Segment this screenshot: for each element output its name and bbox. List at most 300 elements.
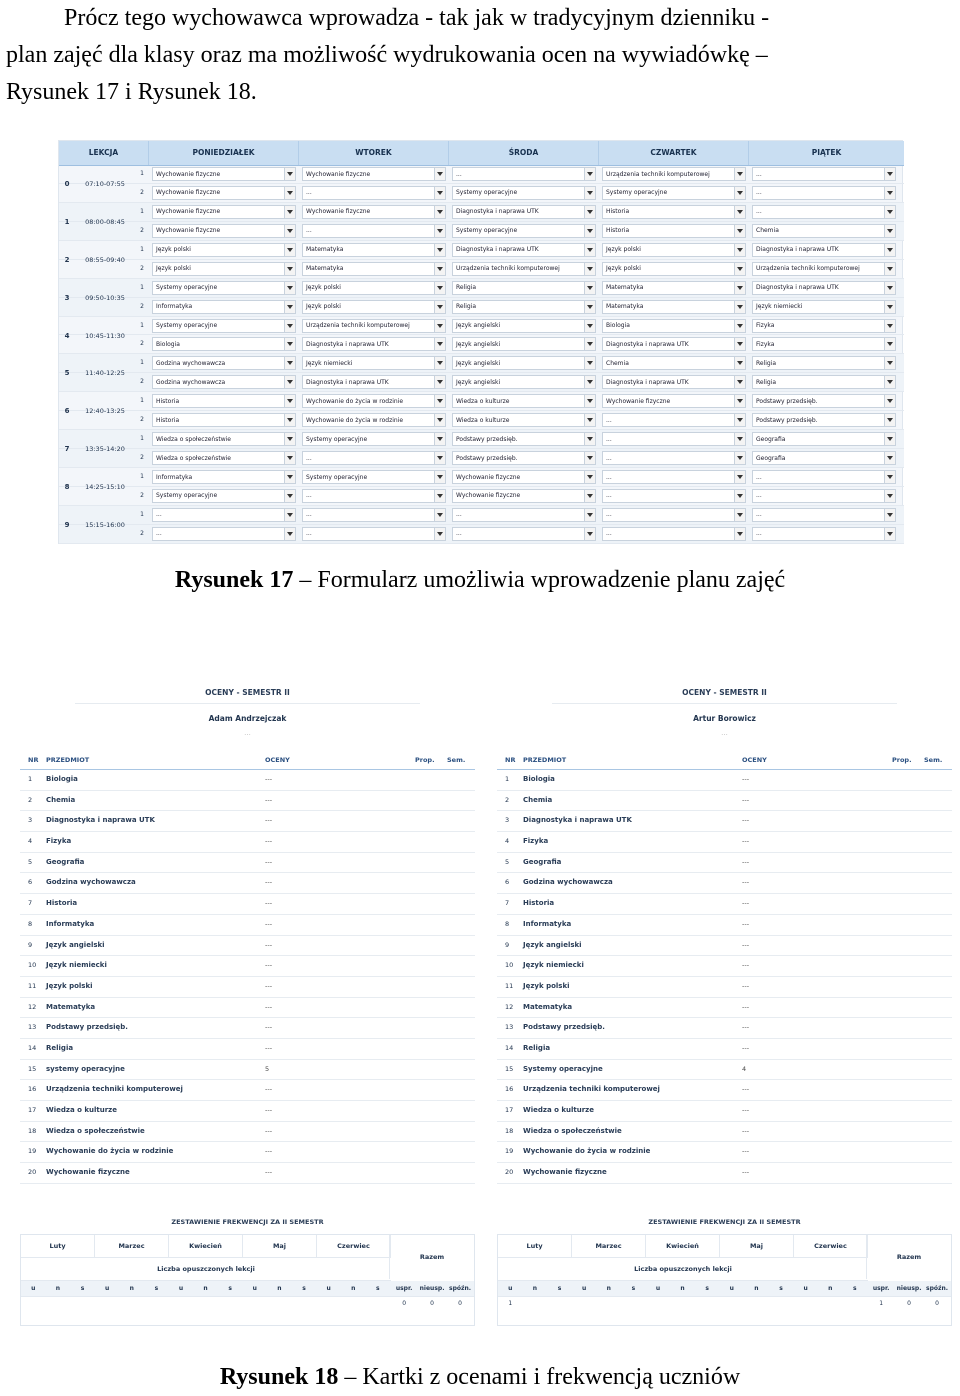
subject-select[interactable] — [302, 527, 446, 541]
chevron-down-icon[interactable] — [734, 357, 745, 369]
subject-name: Matematyka — [46, 1002, 96, 1011]
subject-select[interactable] — [152, 394, 296, 408]
chevron-down-icon[interactable] — [884, 320, 895, 332]
subject-select[interactable] — [452, 394, 596, 408]
chevron-down-icon[interactable] — [284, 168, 295, 180]
lesson-number: 2 — [64, 255, 70, 264]
subject-select[interactable] — [152, 356, 296, 370]
grades-value: --- — [742, 961, 750, 970]
select-value: Urządzenia techniki komputerowej — [756, 265, 860, 273]
subject-select[interactable] — [452, 432, 596, 446]
subject-select[interactable] — [602, 205, 746, 219]
subject-select[interactable] — [752, 375, 896, 389]
attendance-value — [70, 1297, 95, 1311]
student-name: Adam Andrzejczak — [208, 714, 287, 723]
letter-header: spóźn. — [449, 1285, 472, 1292]
subject-select[interactable] — [302, 281, 446, 295]
subject-select[interactable] — [452, 508, 596, 522]
chevron-down-icon[interactable] — [584, 414, 595, 426]
subject-select[interactable] — [752, 337, 896, 351]
chevron-down-icon[interactable] — [284, 244, 295, 256]
grades-list — [497, 770, 952, 1184]
day-cell — [599, 487, 749, 505]
grades-value: --- — [742, 940, 750, 949]
subject-select[interactable] — [452, 413, 596, 427]
grade-row — [20, 977, 475, 998]
chevron-down-icon[interactable] — [434, 528, 445, 540]
subject-select[interactable] — [752, 489, 896, 503]
select-value: Diagnostyka i naprawa UTK — [606, 340, 689, 348]
attendance-value — [292, 1297, 317, 1311]
chevron-down-icon[interactable] — [434, 471, 445, 483]
subject-select[interactable] — [752, 413, 896, 427]
chevron-down-icon[interactable] — [434, 395, 445, 407]
chevron-down-icon[interactable] — [884, 395, 895, 407]
subject-select[interactable] — [752, 319, 896, 333]
day-cell — [749, 449, 899, 467]
chevron-down-icon[interactable] — [884, 225, 895, 237]
chevron-down-icon[interactable] — [884, 509, 895, 521]
subject-select[interactable] — [302, 489, 446, 503]
subject-select[interactable] — [602, 243, 746, 257]
subject-select[interactable] — [302, 356, 446, 370]
sub-lesson-number: 1 — [140, 359, 144, 367]
subject-select[interactable] — [152, 224, 296, 238]
chevron-down-icon[interactable] — [884, 433, 895, 445]
chevron-down-icon[interactable] — [734, 225, 745, 237]
chevron-down-icon[interactable] — [734, 282, 745, 294]
attendance-title: ZESTAWIENIE FREKWENCJI ZA II SEMESTR — [171, 1218, 324, 1226]
subject-select[interactable] — [152, 186, 296, 200]
subject-select[interactable] — [602, 319, 746, 333]
chevron-down-icon[interactable] — [434, 320, 445, 332]
subject-select[interactable] — [452, 186, 596, 200]
chevron-down-icon[interactable] — [584, 244, 595, 256]
grade-row — [497, 894, 952, 915]
subject-select[interactable] — [452, 375, 596, 389]
row-number: 9 — [505, 940, 510, 949]
subject-name: Podstawy przedsięb. — [46, 1023, 128, 1032]
attendance-value: 0 — [402, 1300, 407, 1307]
subject-select[interactable] — [302, 167, 446, 181]
day-cell — [299, 317, 449, 335]
chevron-down-icon[interactable] — [284, 320, 295, 332]
chevron-down-icon[interactable] — [584, 490, 595, 502]
chevron-down-icon[interactable] — [734, 452, 745, 464]
select-value: ... — [306, 492, 312, 500]
chevron-down-icon[interactable] — [584, 376, 595, 388]
select-value: Język niemiecki — [306, 359, 353, 367]
subject-select[interactable] — [602, 300, 746, 314]
subject-select[interactable] — [752, 508, 896, 522]
day-cell — [149, 354, 299, 372]
subject-select[interactable] — [752, 451, 896, 465]
subject-select[interactable] — [452, 319, 596, 333]
chevron-down-icon[interactable] — [734, 168, 745, 180]
attendance-value — [695, 1297, 720, 1311]
subject-select[interactable] — [602, 224, 746, 238]
subject-select[interactable] — [302, 186, 446, 200]
chevron-down-icon[interactable] — [584, 263, 595, 275]
attendance-value — [218, 1297, 243, 1311]
subject-select[interactable] — [602, 451, 746, 465]
chevron-down-icon[interactable] — [284, 206, 295, 218]
row-number: 6 — [28, 878, 33, 887]
timetable-row — [59, 430, 904, 449]
subject-select[interactable] — [452, 224, 596, 238]
chevron-down-icon[interactable] — [884, 301, 895, 313]
subject-select[interactable] — [152, 319, 296, 333]
chevron-down-icon[interactable] — [884, 528, 895, 540]
chevron-down-icon[interactable] — [734, 244, 745, 256]
subject-select[interactable] — [602, 527, 746, 541]
subject-select[interactable] — [452, 205, 596, 219]
chevron-down-icon[interactable] — [884, 263, 895, 275]
attendance-value — [843, 1297, 868, 1311]
chevron-down-icon[interactable] — [434, 376, 445, 388]
subject-name: Geografia — [523, 857, 562, 866]
chevron-down-icon[interactable] — [584, 206, 595, 218]
grades-value: --- — [742, 837, 750, 846]
subject-select[interactable] — [602, 262, 746, 276]
attendance-value — [670, 1297, 695, 1311]
row-number: 1 — [505, 775, 510, 783]
day-cell — [149, 317, 299, 335]
subject-select[interactable] — [752, 356, 896, 370]
month-header: Kwiecień — [169, 1235, 243, 1257]
subject-select[interactable] — [452, 167, 596, 181]
select-value: ... — [756, 530, 762, 538]
chevron-down-icon[interactable] — [284, 187, 295, 199]
chevron-down-icon[interactable] — [584, 301, 595, 313]
chevron-down-icon[interactable] — [734, 528, 745, 540]
col-prop: Prop. — [892, 756, 912, 764]
subject-select[interactable] — [152, 337, 296, 351]
subject-name: Systemy operacyjne — [523, 1064, 603, 1073]
subject-select[interactable] — [152, 281, 296, 295]
chevron-down-icon[interactable] — [884, 244, 895, 256]
chevron-down-icon[interactable] — [734, 376, 745, 388]
grade-row — [20, 1163, 475, 1184]
subject-select[interactable] — [452, 489, 596, 503]
chevron-down-icon[interactable] — [584, 320, 595, 332]
subject-select[interactable] — [602, 337, 746, 351]
subject-name: Urządzenia techniki komputerowej — [523, 1085, 660, 1094]
letter-header: s — [779, 1285, 783, 1292]
subject-select[interactable] — [602, 167, 746, 181]
select-value: Religia — [456, 284, 477, 292]
day-cell — [449, 430, 599, 448]
chevron-down-icon[interactable] — [884, 282, 895, 294]
months-row — [21, 1235, 391, 1258]
subject-select[interactable] — [452, 527, 596, 541]
subject-select[interactable] — [452, 451, 596, 465]
select-value: ... — [756, 511, 762, 519]
month-header: Czerwiec — [794, 1235, 868, 1257]
chevron-down-icon[interactable] — [284, 282, 295, 294]
timetable-row — [59, 525, 904, 544]
subject-select[interactable] — [602, 186, 746, 200]
subject-select[interactable] — [152, 243, 296, 257]
subject-select[interactable] — [302, 319, 446, 333]
chevron-down-icon[interactable] — [434, 282, 445, 294]
subject-select[interactable] — [152, 262, 296, 276]
select-value: Wychowanie do życia w rodzinie — [306, 397, 404, 405]
chevron-down-icon[interactable] — [434, 509, 445, 521]
day-cell — [749, 335, 899, 353]
chevron-down-icon[interactable] — [284, 528, 295, 540]
subject-select[interactable] — [752, 432, 896, 446]
subject-select[interactable] — [302, 300, 446, 314]
chevron-down-icon[interactable] — [434, 414, 445, 426]
chevron-down-icon[interactable] — [284, 301, 295, 313]
chevron-down-icon[interactable] — [434, 452, 445, 464]
chevron-down-icon[interactable] — [584, 471, 595, 483]
subject-select[interactable] — [152, 508, 296, 522]
subject-select[interactable] — [752, 527, 896, 541]
row-number: 15 — [505, 1064, 514, 1073]
chevron-down-icon[interactable] — [284, 338, 295, 350]
subject-select[interactable] — [302, 243, 446, 257]
chevron-down-icon[interactable] — [584, 357, 595, 369]
col-prop: Prop. — [415, 756, 435, 764]
grades-value: --- — [265, 1023, 273, 1032]
lesson-number: 6 — [64, 407, 70, 416]
attendance-value — [316, 1297, 341, 1311]
subject-select[interactable] — [152, 300, 296, 314]
select-value: Matematyka — [306, 265, 344, 273]
subject-select[interactable] — [602, 356, 746, 370]
chevron-down-icon[interactable] — [584, 225, 595, 237]
subject-select[interactable] — [602, 508, 746, 522]
select-value: Język angielski — [456, 359, 501, 367]
chevron-down-icon[interactable] — [734, 187, 745, 199]
chevron-down-icon[interactable] — [584, 338, 595, 350]
sub-lesson-number: 2 — [140, 340, 144, 348]
attendance-value — [144, 1297, 169, 1311]
select-value: ... — [606, 530, 612, 538]
chevron-down-icon[interactable] — [584, 168, 595, 180]
chevron-down-icon[interactable] — [884, 414, 895, 426]
chevron-down-icon[interactable] — [734, 320, 745, 332]
chevron-down-icon[interactable] — [434, 301, 445, 313]
subject-select[interactable] — [752, 281, 896, 295]
attendance-summary-2 — [497, 1218, 952, 1326]
subject-select[interactable] — [302, 394, 446, 408]
chevron-down-icon[interactable] — [284, 452, 295, 464]
subject-select[interactable] — [752, 300, 896, 314]
header-tuesday: WTOREK — [299, 141, 449, 165]
select-value: Fizyka — [756, 322, 775, 329]
chevron-down-icon[interactable] — [734, 471, 745, 483]
chevron-down-icon[interactable] — [734, 206, 745, 218]
subject-select[interactable] — [452, 262, 596, 276]
chevron-down-icon[interactable] — [284, 376, 295, 388]
chevron-down-icon[interactable] — [284, 433, 295, 445]
subject-select[interactable] — [752, 394, 896, 408]
chevron-down-icon[interactable] — [584, 433, 595, 445]
subject-select[interactable] — [152, 167, 296, 181]
subject-select[interactable] — [752, 243, 896, 257]
subject-select[interactable] — [602, 470, 746, 484]
timetable-row — [59, 335, 904, 354]
chevron-down-icon[interactable] — [434, 433, 445, 445]
grade-row — [497, 1142, 952, 1163]
month-header: Luty — [498, 1235, 572, 1257]
select-value: Wychowanie do życia w rodzinie — [306, 416, 404, 424]
chevron-down-icon[interactable] — [434, 357, 445, 369]
subject-select[interactable] — [452, 281, 596, 295]
subject-select[interactable] — [602, 281, 746, 295]
grade-row — [20, 956, 475, 977]
chevron-down-icon[interactable] — [584, 452, 595, 464]
chevron-down-icon[interactable] — [584, 509, 595, 521]
chevron-down-icon[interactable] — [284, 471, 295, 483]
sub-lesson-number: 2 — [140, 454, 144, 462]
day-cell — [749, 279, 899, 297]
chevron-down-icon[interactable] — [584, 395, 595, 407]
chevron-down-icon[interactable] — [884, 490, 895, 502]
chevron-down-icon[interactable] — [434, 263, 445, 275]
header-wednesday: ŚRODA — [449, 141, 599, 165]
subject-select[interactable] — [452, 470, 596, 484]
chevron-down-icon[interactable] — [734, 490, 745, 502]
subject-select[interactable] — [452, 243, 596, 257]
chevron-down-icon[interactable] — [584, 528, 595, 540]
select-value: Godzina wychowawcza — [156, 359, 226, 367]
chevron-down-icon[interactable] — [434, 168, 445, 180]
chevron-down-icon[interactable] — [434, 187, 445, 199]
subject-select[interactable] — [152, 375, 296, 389]
chevron-down-icon[interactable] — [284, 357, 295, 369]
subject-select[interactable] — [152, 527, 296, 541]
select-value: ... — [456, 530, 462, 538]
day-cell — [149, 373, 299, 391]
attendance-value — [596, 1297, 621, 1311]
subject-select[interactable] — [152, 413, 296, 427]
grade-row — [497, 1018, 952, 1039]
subject-select[interactable] — [752, 167, 896, 181]
subject-select[interactable] — [752, 262, 896, 276]
subject-select[interactable] — [452, 356, 596, 370]
chevron-down-icon[interactable] — [884, 376, 895, 388]
day-cell — [299, 241, 449, 259]
subject-select[interactable] — [152, 489, 296, 503]
subject-select[interactable] — [302, 432, 446, 446]
chevron-down-icon[interactable] — [884, 168, 895, 180]
header-lekcja: LEKCJA — [59, 141, 149, 165]
subject-select[interactable] — [152, 432, 296, 446]
subject-select[interactable] — [602, 375, 746, 389]
chevron-down-icon[interactable] — [734, 301, 745, 313]
chevron-down-icon[interactable] — [284, 414, 295, 426]
day-cell — [299, 222, 449, 240]
grade-row — [497, 853, 952, 874]
chevron-down-icon[interactable] — [734, 509, 745, 521]
chevron-down-icon[interactable] — [734, 414, 745, 426]
chevron-down-icon[interactable] — [584, 187, 595, 199]
subject-select[interactable] — [152, 205, 296, 219]
chevron-down-icon[interactable] — [284, 490, 295, 502]
chevron-down-icon[interactable] — [434, 225, 445, 237]
subject-select[interactable] — [752, 470, 896, 484]
grade-row — [20, 853, 475, 874]
chevron-down-icon[interactable] — [884, 452, 895, 464]
chevron-down-icon[interactable] — [884, 471, 895, 483]
subject-select[interactable] — [752, 186, 896, 200]
lesson-number: 1 — [64, 217, 70, 226]
chevron-down-icon[interactable] — [284, 509, 295, 521]
subject-select[interactable] — [302, 224, 446, 238]
subject-select[interactable] — [302, 508, 446, 522]
letter-header: u — [729, 1285, 734, 1292]
subject-select[interactable] — [752, 205, 896, 219]
select-value: Język polski — [606, 246, 641, 254]
grades-value: --- — [265, 940, 273, 949]
subject-name: Religia — [523, 1043, 551, 1052]
subject-select[interactable] — [602, 432, 746, 446]
select-value: Systemy operacyjne — [456, 227, 518, 235]
select-value: Język angielski — [456, 378, 501, 386]
chevron-down-icon[interactable] — [734, 433, 745, 445]
subject-select[interactable] — [152, 470, 296, 484]
select-value: ... — [156, 511, 162, 519]
col-nr: NR — [505, 756, 516, 764]
subject-select[interactable] — [602, 394, 746, 408]
lesson-time: 13:35-14:20 — [85, 445, 125, 454]
chevron-down-icon[interactable] — [284, 263, 295, 275]
subject-select[interactable] — [602, 489, 746, 503]
subject-select[interactable] — [152, 451, 296, 465]
subject-select[interactable] — [302, 470, 446, 484]
chevron-down-icon[interactable] — [884, 357, 895, 369]
chevron-down-icon[interactable] — [884, 338, 895, 350]
chevron-down-icon[interactable] — [734, 338, 745, 350]
select-value: ... — [606, 454, 612, 462]
subject-name: Fizyka — [46, 837, 72, 846]
subject-select[interactable] — [302, 375, 446, 389]
subject-select[interactable] — [302, 205, 446, 219]
chevron-down-icon[interactable] — [734, 263, 745, 275]
subject-select[interactable] — [302, 262, 446, 276]
chevron-down-icon[interactable] — [884, 206, 895, 218]
letter-header: s — [631, 1285, 636, 1292]
chevron-down-icon[interactable] — [584, 282, 595, 294]
chevron-down-icon[interactable] — [284, 225, 295, 237]
chevron-down-icon[interactable] — [434, 490, 445, 502]
chevron-down-icon[interactable] — [284, 395, 295, 407]
subject-select[interactable] — [452, 337, 596, 351]
month-header: Marzec — [572, 1235, 646, 1257]
subject-select[interactable] — [302, 451, 446, 465]
letter-header: s — [557, 1285, 562, 1292]
subject-select[interactable] — [452, 300, 596, 314]
chevron-down-icon[interactable] — [884, 187, 895, 199]
subject-select[interactable] — [302, 413, 446, 427]
lesson-time: 07:10-07:55 — [85, 179, 125, 188]
subject-select[interactable] — [302, 337, 446, 351]
month-header: Luty — [21, 1235, 95, 1257]
chevron-down-icon[interactable] — [734, 395, 745, 407]
subject-select[interactable] — [602, 413, 746, 427]
col-przedmiot: PRZEDMIOT — [46, 756, 90, 764]
chevron-down-icon[interactable] — [434, 244, 445, 256]
chevron-down-icon[interactable] — [434, 338, 445, 350]
row-number: 20 — [505, 1168, 514, 1177]
row-number: 18 — [28, 1126, 37, 1135]
subject-select[interactable] — [752, 224, 896, 238]
chevron-down-icon[interactable] — [434, 206, 445, 218]
